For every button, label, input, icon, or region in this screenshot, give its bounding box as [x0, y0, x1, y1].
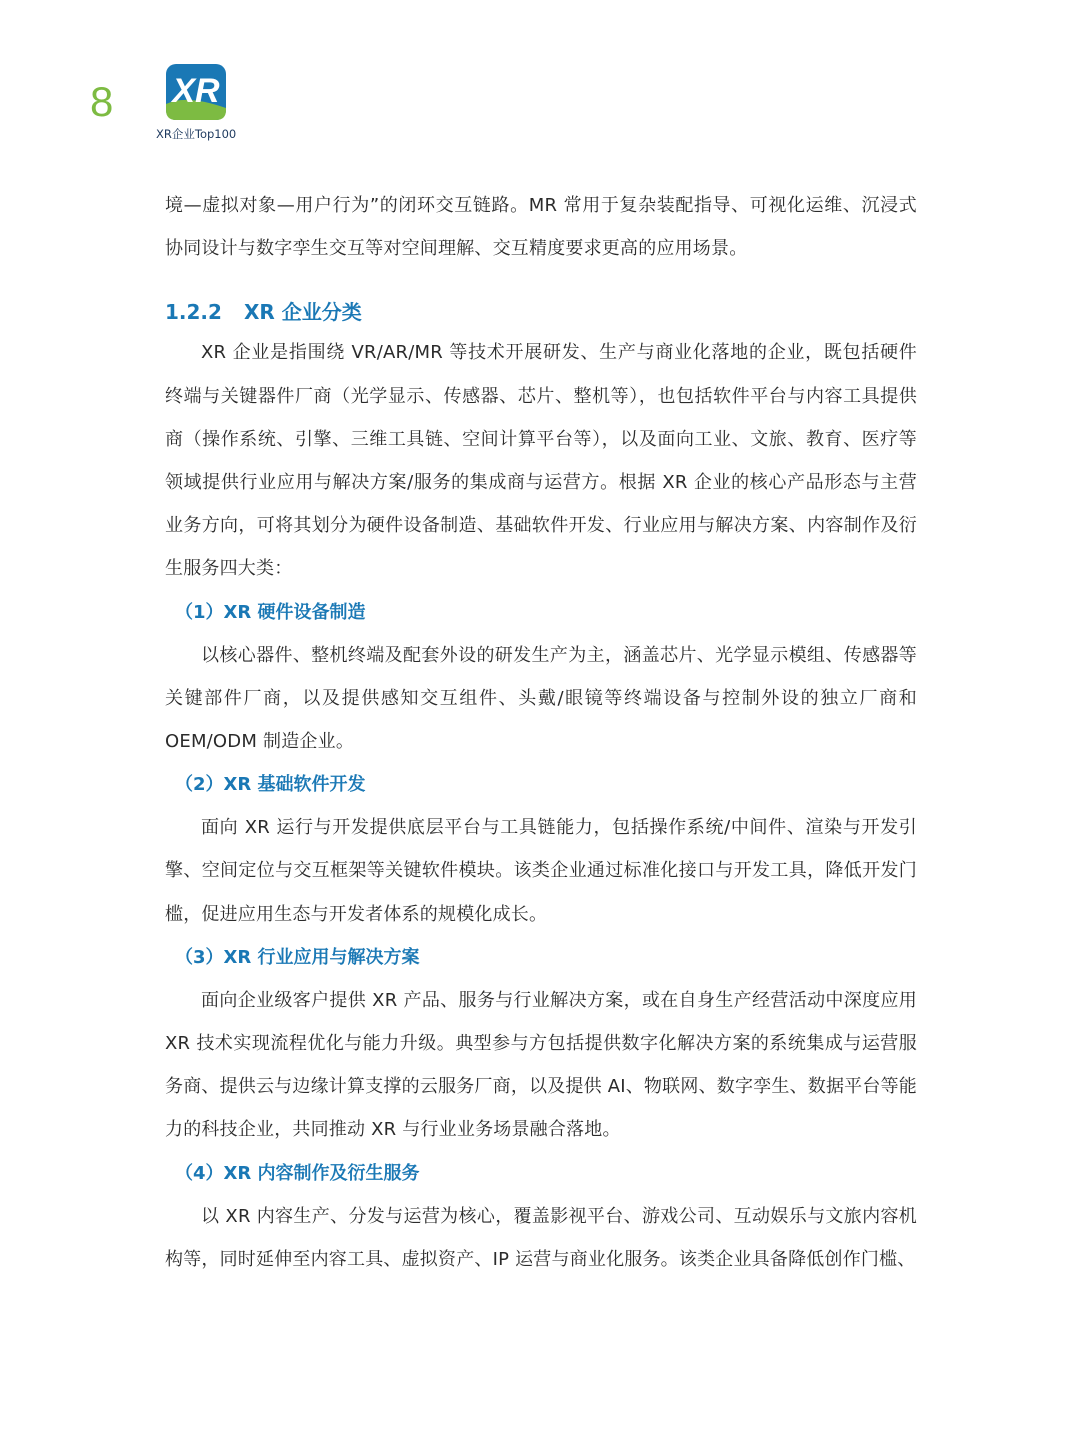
document-body	[165, 184, 917, 1281]
xr-top100-logo	[156, 60, 246, 144]
category-heading-solutions: （3）XR 行业应用与解决方案	[175, 946, 420, 968]
xr-logo-icon	[166, 64, 226, 120]
page-number: 8	[90, 78, 114, 125]
section-heading	[165, 293, 917, 331]
category-paragraph-hardware: 以核心器件、整机终端及配套外设的研发生产为主，涵盖芯片、光学显示模组、传感器等关键部件厂商，以及提供感知交互组件、头戴/眼镜等终端设备与控制外设的独立厂商和 OEM/ODM 制造企业。	[165, 644, 917, 753]
category-paragraph-solutions: 面向企业级客户提供 XR 产品、服务与行业解决方案，或在自身生产经营活动中深度应用 XR 技术实现流程优化与能力升级。典型参与方包括提供数字化解决方案的系统集成与运营服务商、提供云与边缘计算支撑的云服务厂商，以及提供 AI、物联网、数字孪生、数据平台等能力的科技企业，共同推动 XR 与行业业务场景融合落地。	[165, 989, 917, 1141]
intro-paragraph: 境—虚拟对象—用户行为”的闭环交互链路。MR 常用于复杂装配指导、可视化运维、沉浸式协同设计与数字孪生交互等对空间理解、交互精度要求更高的应用场景。	[165, 195, 917, 260]
category-heading-content: （4）XR 内容制作及衍生服务	[175, 1162, 420, 1184]
section-number: 1.2.2	[165, 300, 222, 325]
section-title: XR 企业分类	[243, 300, 362, 325]
section-paragraph: XR 企业是指围绕 VR/AR/MR 等技术开展研发、生产与商业化落地的企业，既包括硬件终端与关键器件厂商（光学显示、传感器、芯片、整机等），也包括软件平台与内容工具提供商（操作系统、引擎、三维工具链、空间计算平台等），以及面向工业、文旅、教育、医疗等领域提供行业应用与解决方案/服务的集成商与运营方。根据 XR 企业的核心产品形态与主营业务方向，可将其划分为硬件设备制造、基础软件开发、行业应用与解决方案、内容制作及衍生服务四大类：	[165, 342, 917, 580]
category-heading-software: （2）XR 基础软件开发	[175, 774, 366, 796]
category-paragraph-content: 以 XR 内容生产、分发与运营为核心，覆盖影视平台、游戏公司、互动娱乐与文旅内容机构等，同时延伸至内容工具、虚拟资产、IP 运营与商业化服务。该类企业具备降低创作门槛、	[165, 1205, 917, 1270]
category-paragraph-software: 面向 XR 运行与开发提供底层平台与工具链能力，包括操作系统/中间件、渲染与开发引擎、空间定位与交互框架等关键软件模块。该类企业通过标准化接口与开发工具，降低开发门槛，促进应用生态与开发者体系的规模化成长。	[165, 817, 917, 925]
logo-caption: XR企业Top100	[156, 127, 237, 141]
svg-text:XR: XR	[172, 72, 220, 110]
category-heading-hardware: （1）XR 硬件设备制造	[175, 601, 366, 623]
